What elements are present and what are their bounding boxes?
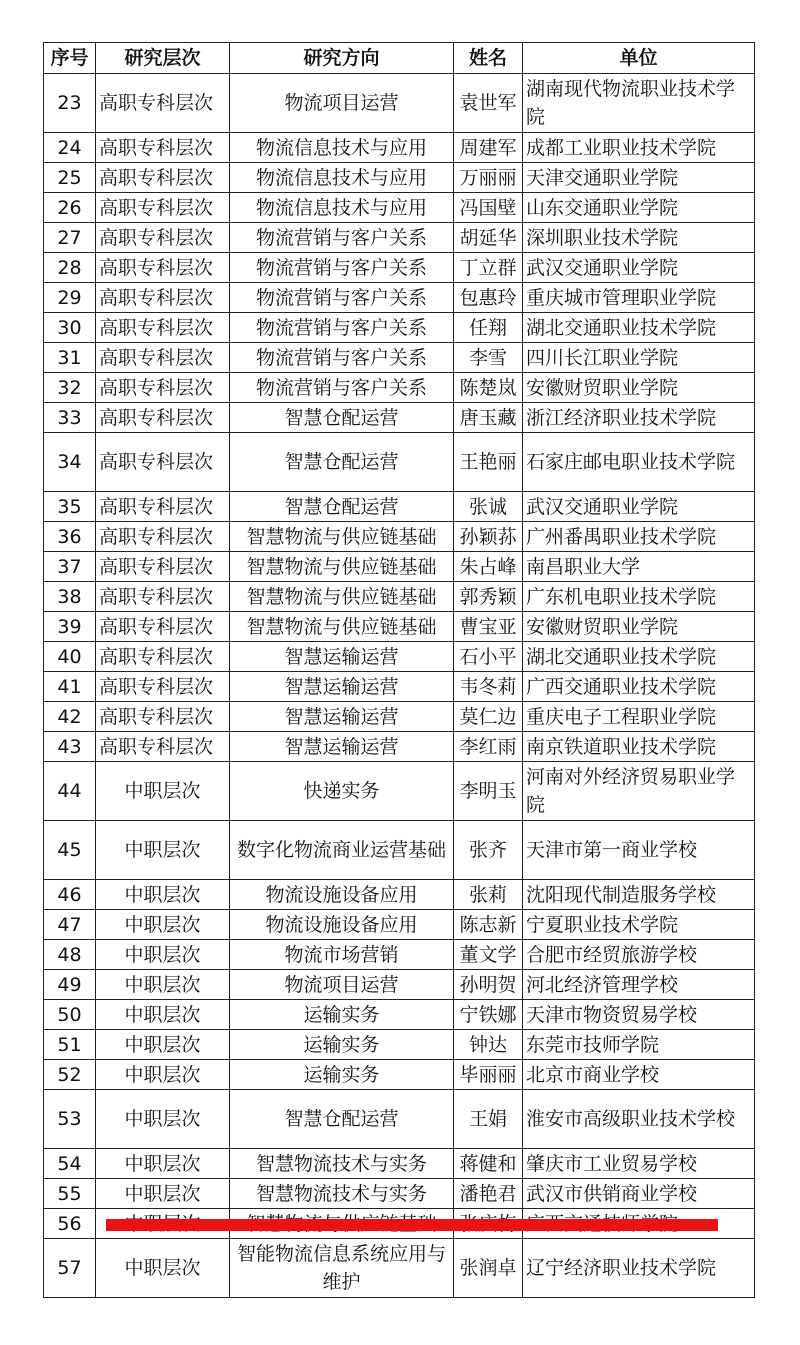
cell-no: 57	[44, 1239, 96, 1298]
cell-level: 高职专科层次	[96, 582, 230, 612]
cell-unit: 浙江经济职业技术学院	[523, 403, 755, 433]
table-row	[44, 163, 755, 193]
cell-no: 45	[44, 821, 96, 880]
cell-level: 中职层次	[96, 1060, 230, 1090]
cell-level: 高职专科层次	[96, 253, 230, 283]
cell-direction: 物流设施设备应用	[230, 880, 454, 910]
cell-name: 石小平	[454, 642, 523, 672]
cell-unit: 广西交通职业技术学院	[523, 672, 755, 702]
table-row	[44, 74, 755, 133]
table-row	[44, 403, 755, 433]
cell-level: 中职层次	[96, 1030, 230, 1060]
table-row	[44, 762, 755, 821]
table-body	[44, 74, 755, 1298]
cell-level: 中职层次	[96, 1090, 230, 1149]
cell-no: 23	[44, 74, 96, 133]
red-strike-line	[106, 1219, 718, 1231]
cell-direction: 智慧运输运营	[230, 732, 454, 762]
cell-unit: 山东交通职业学院	[523, 193, 755, 223]
cell-name: 郭秀颖	[454, 582, 523, 612]
cell-name: 孙明贺	[454, 970, 523, 1000]
cell-name: 朱占峰	[454, 552, 523, 582]
cell-level: 高职专科层次	[96, 223, 230, 253]
cell-name: 陈楚岚	[454, 373, 523, 403]
cell-direction: 智慧物流技术与实务	[230, 1179, 454, 1209]
cell-unit: 东莞市技师学院	[523, 1030, 755, 1060]
cell-level: 中职层次	[96, 970, 230, 1000]
table-row	[44, 492, 755, 522]
cell-no: 56	[44, 1209, 96, 1239]
cell-name: 任翔	[454, 313, 523, 343]
table-row	[44, 1000, 755, 1030]
cell-name: 丁立群	[454, 253, 523, 283]
cell-level: 高职专科层次	[96, 193, 230, 223]
cell-no: 28	[44, 253, 96, 283]
table-row	[44, 821, 755, 880]
cell-name: 董文学	[454, 940, 523, 970]
cell-unit: 肇庆市工业贸易学校	[523, 1149, 755, 1179]
cell-direction: 物流营销与客户关系	[230, 373, 454, 403]
cell-unit: 深圳职业技术学院	[523, 223, 755, 253]
cell-direction: 物流营销与客户关系	[230, 313, 454, 343]
cell-no: 46	[44, 880, 96, 910]
cell-name: 张润卓	[454, 1239, 523, 1298]
cell-level: 高职专科层次	[96, 343, 230, 373]
cell-name: 张莉	[454, 880, 523, 910]
cell-direction: 智慧物流与供应链基础	[230, 612, 454, 642]
cell-no: 24	[44, 133, 96, 163]
cell-direction: 智慧仓配运营	[230, 433, 454, 492]
cell-level: 高职专科层次	[96, 612, 230, 642]
cell-no: 43	[44, 732, 96, 762]
cell-no: 32	[44, 373, 96, 403]
cell-no: 48	[44, 940, 96, 970]
cell-name: 张诚	[454, 492, 523, 522]
cell-unit: 湖南现代物流职业技术学院	[523, 74, 755, 133]
cell-name: 周建军	[454, 133, 523, 163]
header-name: 姓名	[454, 43, 523, 74]
cell-direction: 物流项目运营	[230, 74, 454, 133]
cell-unit: 湖北交通职业技术学院	[523, 642, 755, 672]
cell-direction: 物流营销与客户关系	[230, 253, 454, 283]
cell-no: 53	[44, 1090, 96, 1149]
table-row	[44, 612, 755, 642]
cell-direction: 智慧物流与供应链基础	[230, 582, 454, 612]
cell-level: 中职层次	[96, 1239, 230, 1298]
cell-unit: 安徽财贸职业学院	[523, 612, 755, 642]
cell-no: 37	[44, 552, 96, 582]
cell-direction: 智慧运输运营	[230, 672, 454, 702]
cell-unit: 武汉市供销商业学校	[523, 1179, 755, 1209]
cell-unit: 广州番禺职业技术学院	[523, 522, 755, 552]
cell-level: 高职专科层次	[96, 373, 230, 403]
table-row	[44, 970, 755, 1000]
cell-level: 高职专科层次	[96, 74, 230, 133]
cell-unit: 辽宁经济职业技术学院	[523, 1239, 755, 1298]
cell-name: 包惠玲	[454, 283, 523, 313]
table-row	[44, 642, 755, 672]
cell-name: 王艳丽	[454, 433, 523, 492]
cell-unit: 北京市商业学校	[523, 1060, 755, 1090]
cell-name: 唐玉藏	[454, 403, 523, 433]
cell-no: 27	[44, 223, 96, 253]
table-row	[44, 672, 755, 702]
cell-direction: 物流项目运营	[230, 970, 454, 1000]
cell-name: 钟达	[454, 1030, 523, 1060]
cell-direction: 智慧物流技术与实务	[230, 1149, 454, 1179]
cell-name: 胡延华	[454, 223, 523, 253]
header-level: 研究层次	[96, 43, 230, 74]
cell-no: 44	[44, 762, 96, 821]
cell-unit: 石家庄邮电职业技术学院	[523, 433, 755, 492]
table-row	[44, 1149, 755, 1179]
cell-direction: 物流设施设备应用	[230, 910, 454, 940]
cell-direction: 快递实务	[230, 762, 454, 821]
cell-unit: 淮安市高级职业技术学校	[523, 1090, 755, 1149]
table-row	[44, 193, 755, 223]
cell-name: 曹宝亚	[454, 612, 523, 642]
cell-unit: 南昌职业大学	[523, 552, 755, 582]
cell-no: 47	[44, 910, 96, 940]
cell-no: 52	[44, 1060, 96, 1090]
cell-no: 54	[44, 1149, 96, 1179]
cell-unit: 重庆电子工程职业学院	[523, 702, 755, 732]
cell-no: 34	[44, 433, 96, 492]
table-row	[44, 1090, 755, 1149]
cell-level: 中职层次	[96, 940, 230, 970]
cell-level: 高职专科层次	[96, 133, 230, 163]
table-row	[44, 283, 755, 313]
cell-level: 高职专科层次	[96, 433, 230, 492]
cell-unit: 沈阳现代制造服务学校	[523, 880, 755, 910]
cell-level: 中职层次	[96, 1000, 230, 1030]
table-row	[44, 1179, 755, 1209]
cell-no: 50	[44, 1000, 96, 1030]
table-row	[44, 702, 755, 732]
cell-direction: 数字化物流商业运营基础	[230, 821, 454, 880]
cell-no: 39	[44, 612, 96, 642]
cell-unit: 广东机电职业技术学院	[523, 582, 755, 612]
cell-unit: 安徽财贸职业学院	[523, 373, 755, 403]
cell-no: 25	[44, 163, 96, 193]
table-row	[44, 253, 755, 283]
cell-level: 高职专科层次	[96, 702, 230, 732]
header-direction: 研究方向	[230, 43, 454, 74]
cell-name: 莫仁边	[454, 702, 523, 732]
cell-level: 中职层次	[96, 1149, 230, 1179]
cell-name: 宁铁娜	[454, 1000, 523, 1030]
header-unit: 单位	[523, 43, 755, 74]
cell-direction: 物流营销与客户关系	[230, 343, 454, 373]
table-row	[44, 910, 755, 940]
cell-unit: 四川长江职业学院	[523, 343, 755, 373]
cell-no: 49	[44, 970, 96, 1000]
cell-level: 高职专科层次	[96, 492, 230, 522]
cell-name: 万丽丽	[454, 163, 523, 193]
cell-direction: 物流市场营销	[230, 940, 454, 970]
table-row	[44, 133, 755, 163]
table-row	[44, 880, 755, 910]
cell-direction: 运输实务	[230, 1060, 454, 1090]
cell-unit: 武汉交通职业学院	[523, 253, 755, 283]
cell-level: 高职专科层次	[96, 642, 230, 672]
cell-unit: 河南对外经济贸易职业学院	[523, 762, 755, 821]
cell-name: 毕丽丽	[454, 1060, 523, 1090]
cell-level: 高职专科层次	[96, 732, 230, 762]
cell-name: 李红雨	[454, 732, 523, 762]
table-row	[44, 373, 755, 403]
cell-level: 高职专科层次	[96, 552, 230, 582]
cell-direction: 智能物流信息系统应用与维护	[230, 1239, 454, 1298]
table-row	[44, 552, 755, 582]
cell-no: 40	[44, 642, 96, 672]
cell-level: 中职层次	[96, 762, 230, 821]
cell-direction: 物流营销与客户关系	[230, 283, 454, 313]
cell-level: 中职层次	[96, 910, 230, 940]
cell-name: 王娟	[454, 1090, 523, 1149]
cell-no: 33	[44, 403, 96, 433]
cell-no: 26	[44, 193, 96, 223]
cell-no: 42	[44, 702, 96, 732]
table-row	[44, 732, 755, 762]
cell-no: 55	[44, 1179, 96, 1209]
cell-direction: 智慧运输运营	[230, 702, 454, 732]
cell-direction: 智慧物流与供应链基础	[230, 552, 454, 582]
cell-unit: 合肥市经贸旅游学校	[523, 940, 755, 970]
cell-unit: 天津市物资贸易学校	[523, 1000, 755, 1030]
table-row	[44, 1030, 755, 1060]
table-row	[44, 1060, 755, 1090]
cell-direction: 运输实务	[230, 1000, 454, 1030]
cell-direction: 物流营销与客户关系	[230, 223, 454, 253]
cell-no: 30	[44, 313, 96, 343]
cell-name: 李雪	[454, 343, 523, 373]
table-row	[44, 940, 755, 970]
table-row	[44, 522, 755, 552]
table-row	[44, 433, 755, 492]
cell-direction: 物流信息技术与应用	[230, 163, 454, 193]
cell-name: 陈志新	[454, 910, 523, 940]
table-row	[44, 343, 755, 373]
cell-unit: 宁夏职业技术学院	[523, 910, 755, 940]
cell-level: 中职层次	[96, 821, 230, 880]
cell-level: 高职专科层次	[96, 163, 230, 193]
cell-name: 孙颖荪	[454, 522, 523, 552]
cell-name: 冯国壁	[454, 193, 523, 223]
cell-no: 35	[44, 492, 96, 522]
cell-unit: 河北经济管理学校	[523, 970, 755, 1000]
cell-unit: 天津市第一商业学校	[523, 821, 755, 880]
header-no: 序号	[44, 43, 96, 74]
cell-direction: 智慧仓配运营	[230, 492, 454, 522]
cell-level: 高职专科层次	[96, 522, 230, 552]
cell-unit: 天津交通职业学院	[523, 163, 755, 193]
cell-name: 袁世军	[454, 74, 523, 133]
cell-level: 高职专科层次	[96, 283, 230, 313]
cell-direction: 智慧物流与供应链基础	[230, 522, 454, 552]
cell-unit: 重庆城市管理职业学院	[523, 283, 755, 313]
cell-no: 31	[44, 343, 96, 373]
cell-direction: 智慧仓配运营	[230, 1090, 454, 1149]
expert-list-table	[43, 42, 755, 1298]
table-row	[44, 582, 755, 612]
cell-no: 38	[44, 582, 96, 612]
cell-unit: 成都工业职业技术学院	[523, 133, 755, 163]
table-row	[44, 223, 755, 253]
cell-name: 韦冬莉	[454, 672, 523, 702]
cell-no: 29	[44, 283, 96, 313]
cell-direction: 智慧运输运营	[230, 642, 454, 672]
cell-no: 51	[44, 1030, 96, 1060]
cell-direction: 智慧仓配运营	[230, 403, 454, 433]
cell-unit: 南京铁道职业技术学院	[523, 732, 755, 762]
cell-name: 张齐	[454, 821, 523, 880]
cell-level: 高职专科层次	[96, 313, 230, 343]
cell-direction: 运输实务	[230, 1030, 454, 1060]
cell-level: 高职专科层次	[96, 672, 230, 702]
cell-level: 中职层次	[96, 880, 230, 910]
cell-level: 高职专科层次	[96, 403, 230, 433]
table-row	[44, 1239, 755, 1298]
cell-name: 蒋健和	[454, 1149, 523, 1179]
cell-level: 中职层次	[96, 1179, 230, 1209]
cell-name: 李明玉	[454, 762, 523, 821]
table-header-row	[44, 43, 755, 74]
cell-name: 潘艳君	[454, 1179, 523, 1209]
cell-unit: 湖北交通职业技术学院	[523, 313, 755, 343]
table-row	[44, 313, 755, 343]
cell-no: 41	[44, 672, 96, 702]
cell-direction: 物流信息技术与应用	[230, 133, 454, 163]
cell-direction: 物流信息技术与应用	[230, 193, 454, 223]
cell-unit: 武汉交通职业学院	[523, 492, 755, 522]
cell-no: 36	[44, 522, 96, 552]
